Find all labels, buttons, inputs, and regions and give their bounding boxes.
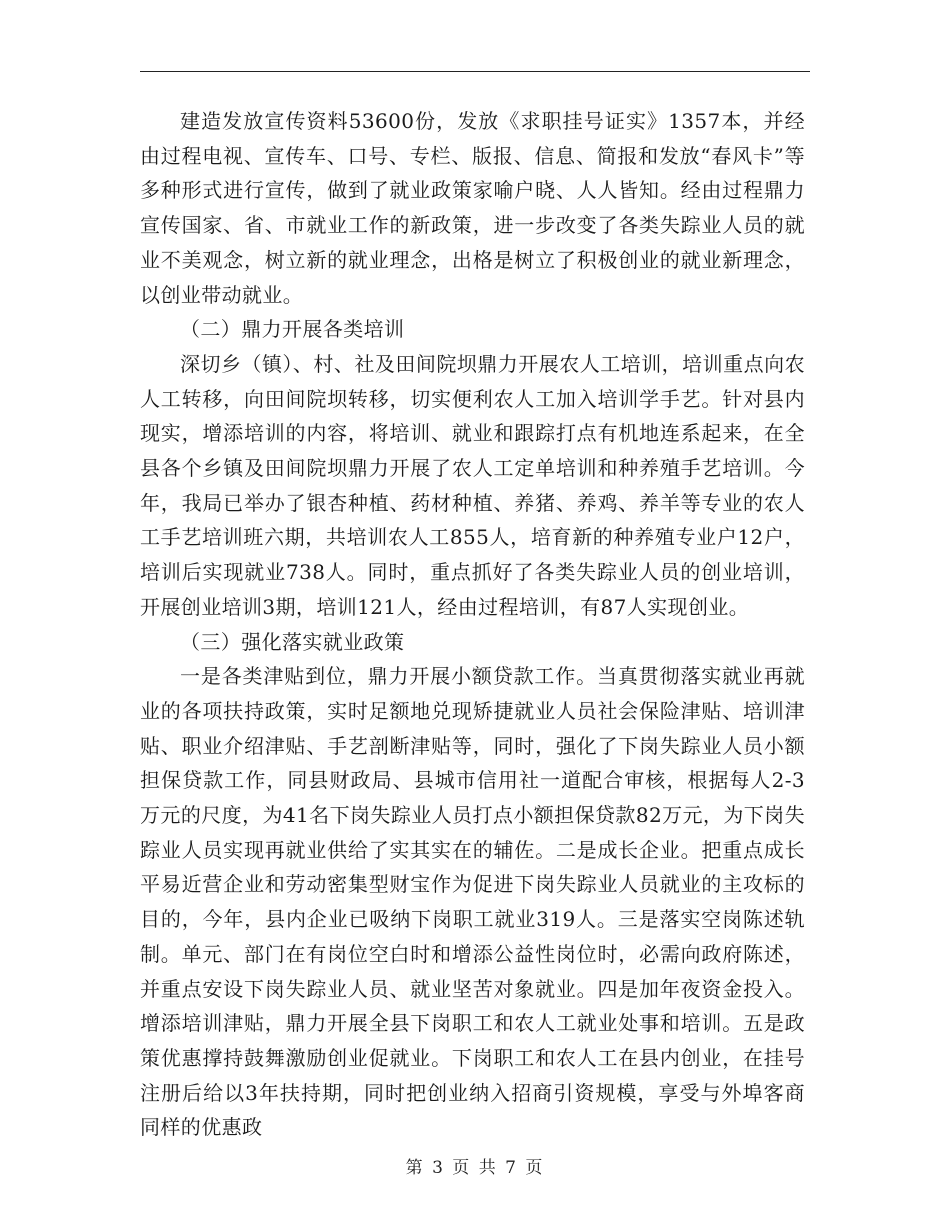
paragraph-publicity: 建造发放宣传资料53600份，发放《求职挂号证实》1357本，并经由过程电视、宣传车、口号、专栏、版报、信息、简报和发放“春风卡”等多种形式进行宣传，做到了就业政策家喻户晓、人人皆知。经由过程鼎力宣传国家、省、市就业工作的新政策，进一步改变了各类失踪业人员的就业不美观念，树立新的就业理念，出格是树立了积极创业的就业新理念，以创业带动就业。 xyxy=(140,109,805,307)
section-heading-policy: （三）强化落实就业政策 xyxy=(180,629,405,654)
header-rule xyxy=(140,71,810,72)
paragraph-policy: 一是各类津贴到位，鼎力开展小额贷款工作。当真贯彻落实就业再就业的各项扶持政策，实时足额地兑现矫捷就业人员社会保险津贴、培训津贴、职业介绍津贴、手艺剖断津贴等，同时，强化了下岗失踪业人员小额担保贷款工作，同县财政局、县城市信用社一道配合审核，根据每人2-3万元的尺度，为41名下岗失踪业人员打点小额担保贷款82万元，为下岗失踪业人员实现再就业供给了实其实在的辅佐。二是成长企业。把重点成长平易近营企业和劳动密集型财宝作为促进下岗失踪业人员就业的主攻标的目的，今年，县内企业已吸纳下岗职工就业319人。三是落实空岗陈述轨制。单元、部门在有岗位空白时和增添公益性岗位时，必需向政府陈述，并重点安设下岗失踪业人员、就业坚苦对象就业。四是加年夜资金投入。增添培训津贴，鼎力开展全县下岗职工和农人工就业处事和培训。五是政策优惠撑持鼓舞激励创业促就业。下岗职工和农人工在县内创业，在挂号注册后给以3年扶持期，同时把创业纳入招商引资规模，享受与外埠客商同样的优惠政 xyxy=(140,664,805,1140)
page-body xyxy=(140,104,805,1145)
section-heading-training: （二）鼎力开展各类培训 xyxy=(180,317,405,342)
paragraph-training: 深切乡（镇）、村、社及田间院坝鼎力开展农人工培训，培训重点向农人工转移，向田间院坝转移，切实便利农人工加入培训学手艺。针对县内现实，增添培训的内容，将培训、就业和跟踪打点有机地连系起来，在全县各个乡镇及田间院坝鼎力开展了农人工定单培训和种养殖手艺培训。今年，我局已举办了银杏种植、药材种植、养猪、养鸡、养羊等专业的农人工手艺培训班六期，共培训农人工855人，培育新的种养殖专业户12户，培训后实现就业738人。同时，重点抓好了各类失踪业人员的创业培训，开展创业培训3期，培训121人，经由过程培训，有87人实现创业。 xyxy=(140,351,805,619)
page-footer: 第 3 页 共 7 页 xyxy=(405,1158,545,1178)
